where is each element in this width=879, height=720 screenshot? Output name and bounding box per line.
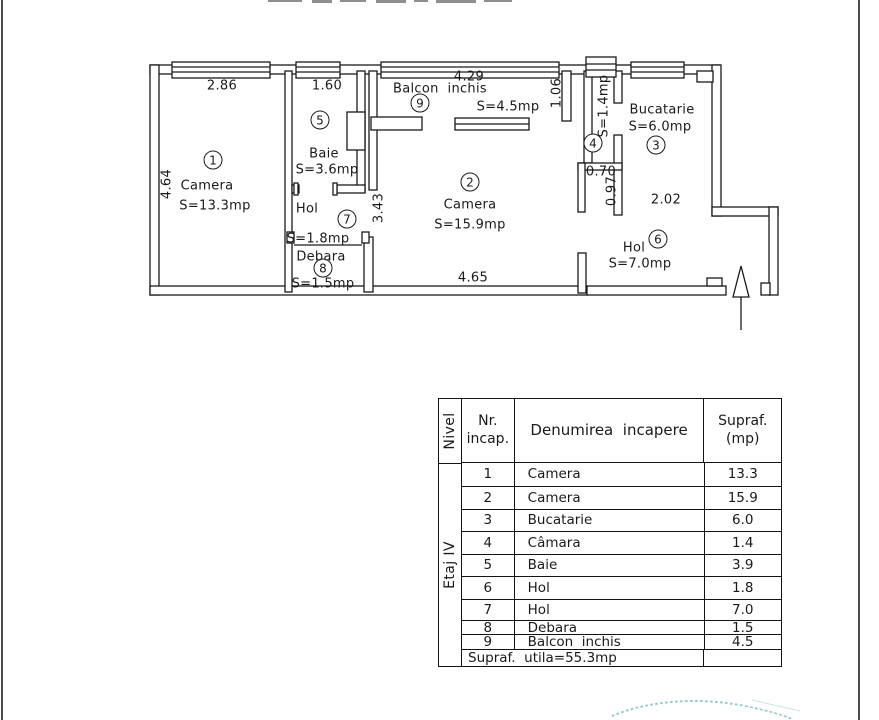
table-row: 2 Camera 15.9: [462, 487, 781, 510]
table-row: 9 Balcon inchis 4.5: [462, 635, 781, 650]
table-row: 6 Hol 1.8: [462, 577, 781, 601]
dim-passage-width: 0.70: [585, 164, 617, 180]
total-area-label: Supraf. utila=55.3mp: [462, 650, 704, 666]
stamp: [612, 700, 800, 719]
camera2-area: S=15.9mp: [434, 217, 506, 233]
nivel-header-cell: [439, 399, 461, 464]
table-row: 3 Bucatarie 6.0: [462, 510, 781, 533]
room-number-balcon: 9: [411, 94, 430, 113]
dim-camera2-height: 3.43: [371, 192, 387, 224]
nivel-column: [439, 399, 462, 666]
balcon-area: S=4.5mp: [476, 99, 540, 115]
table-header-row: [462, 399, 781, 463]
room-number-camera2: 2: [461, 173, 480, 192]
hol-mare-area: S=7.0mp: [608, 256, 672, 272]
areas-table: [438, 398, 782, 667]
room-number-hol-mare: 6: [649, 230, 668, 249]
camara-area: S=1.4mp: [596, 74, 612, 138]
dim-passage-height: 0.97: [604, 175, 620, 207]
hol-mare-name: Hol: [622, 240, 646, 256]
baie-name: Baie: [309, 146, 339, 162]
dim-camera1-width: 2.86: [206, 78, 238, 94]
dim-baie-width: 1.60: [311, 78, 343, 94]
hol-mic-area: S=1.8mp: [286, 231, 350, 247]
dim-camera2-width: 4.65: [457, 270, 489, 286]
room-number-bucatarie: 3: [647, 136, 666, 155]
table-row: 5 Baie 3.9: [462, 555, 781, 577]
nivel-header-label: Nivel: [442, 412, 458, 450]
dim-camera1-height: 4.64: [159, 168, 175, 200]
dim-balcon-width: 4.29: [453, 69, 485, 85]
camera2-name: Camera: [443, 197, 497, 213]
room-number-debara: 8: [314, 259, 333, 278]
room-number-baie: 5: [311, 111, 330, 130]
bucatarie-name: Bucatarie: [629, 102, 695, 118]
table-row: 7 Hol 7.0: [462, 600, 781, 621]
table-row: 4 Câmara 1.4: [462, 532, 781, 555]
camera1-area: S=13.3mp: [179, 198, 251, 214]
bucatarie-area: S=6.0mp: [628, 119, 692, 135]
dim-bucatarie-width: 2.02: [650, 192, 682, 208]
footer-empty-cell: [704, 650, 781, 666]
header-denumire: Denumirea incapere: [515, 399, 705, 462]
room-number-camara: 4: [584, 134, 603, 153]
table-row: 1 Camera 13.3: [462, 463, 781, 487]
hol-mic-name: Hol: [295, 201, 319, 217]
table-footer-row: [462, 650, 781, 666]
level-label: Etaj IV: [442, 541, 458, 589]
dim-balcon-height: 1.06: [549, 77, 565, 109]
header-supraf: Supraf. (mp): [718, 413, 768, 447]
debara-name: Debara: [296, 249, 346, 265]
camera1-name: Camera: [180, 178, 234, 194]
table-row: 8 Debara 1.5: [462, 621, 781, 635]
room-number-hol-mic: 7: [338, 210, 357, 229]
baie-area: S=3.6mp: [295, 162, 359, 178]
entrance-arrow-icon: [733, 266, 749, 330]
room-number-camera1: 1: [204, 151, 223, 170]
header-nr: Nr. incap.: [462, 399, 515, 462]
level-cell: [439, 464, 461, 666]
debara-area: S=1.5mp: [291, 276, 355, 292]
balcon-name: Balcon inchis: [393, 81, 487, 97]
